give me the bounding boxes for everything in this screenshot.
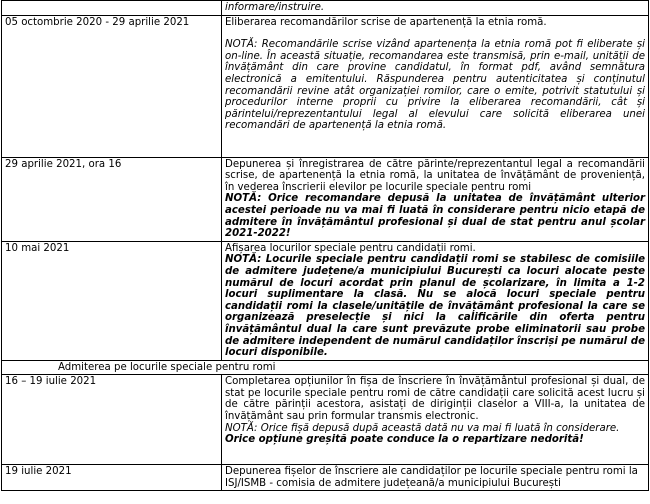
note-text: NOTĂ: Orice fișă depusă după această dată nu va mai fi luată în considerare. [225,422,620,434]
section-heading: Admiterea pe locurile speciale pentru romi [2,360,649,375]
activity-text: Completarea opțiunilor în fișa de înscriere în învățământul profesional și dual, de stat pe locurile speciale pentru romi de către candidații care solicită acest lucru și de către părinții acestora, asistați de diriginții claselor a VIII-a, la unitatea de învățământ sau prin formular transmis electronic. [225,376,645,423]
section-row [2,360,649,375]
description-cell [222,375,649,465]
note-text: NOTĂ: Orice recomandare depusă la unitatea de învățământ ulterior acestei perioade nu va mai fi luată în considerare pentru nicio etapă de admitere în învățământul profesional și dual de stat pentru anul școlar 2021-2022! [225,193,645,240]
activity-text: Depunerea fișelor de înscriere ale candidaților pe locurile speciale pentru romi la ISJ/ISMB - comisia de admitere județeană/a municipiului București [225,466,638,489]
table-row [2,241,649,360]
date-cell: 10 mai 2021 [2,241,222,360]
continuation-text: informare/instruire. [225,2,325,13]
description-cell [222,157,649,241]
date-cell: 05 octombrie 2020 - 29 aprilie 2021 [2,15,222,157]
note-text: NOTĂ: Locurile speciale pentru candidații romi se stabilesc de comisiile de admitere județene/a municipiului București ca locuri alocate peste numărul de locuri acordat prin planul de școlarizare, în limita a 1-2 locuri suplimentare la clasă. Nu se alocă locuri speciale pentru candidații romi la clasele/unitățile de învățământ profesional la care se organizează preselecție și nici la calificările din oferta pentru învățământul dual la care sunt prevăzute probe eliminatorii sau probe de admitere independent de numărul candidaților înscriși pe numărul de locuri disponibile. [225,254,645,359]
table-row [2,1,649,16]
table-row [2,157,649,241]
date-cell [2,1,222,16]
activity-text: Afișarea locurilor speciale pentru candidații romi. [225,242,476,254]
activity-text: Depunerea și înregistrarea de către părinte/reprezentantul legal a recomandării scrise, de apartenență la etnia romă, la unitatea de învățământ de proveniență, în vederea înscrierii elevilor pe locurile speciale pentru romi [225,158,645,193]
note-text: NOTĂ: Recomandările scrise vizând apartenența la etnia romă pot fi eliberate și on-line. În această situație, recomandarea este transmisă, prin e-mail, unității de învățământ din care provine candidatul, în format pdf, având semnătura electronică a emitentului. Răspunderea pentru autenticitatea și conținutul recomandării revine atât organizației romilor, care o emite, potrivit statutului și procedurilor interne proprii cu privire la eliberarea recomandării, cât și părintelui/reprezentantului legal al elevului care solicită eliberarea unei recomandări de apartenență la etnia romă. [225,39,645,132]
table-row [2,15,649,157]
description-cell [222,15,649,157]
date-cell: 29 aprilie 2021, ora 16 [2,157,222,241]
table-row [2,465,649,491]
activity-text: Eliberarea recomandărilor scrise de apartenență la etnia romă. [225,16,547,28]
description-cell [222,465,649,491]
schedule-table [1,0,649,491]
date-cell: 16 – 19 iulie 2021 [2,375,222,465]
warning-text: Orice opțiune greșită poate conduce la o repartizare nedorită! [225,434,584,446]
date-cell: 19 iulie 2021 [2,465,222,491]
description-cell [222,241,649,360]
description-cell [222,1,649,16]
table-row [2,375,649,465]
